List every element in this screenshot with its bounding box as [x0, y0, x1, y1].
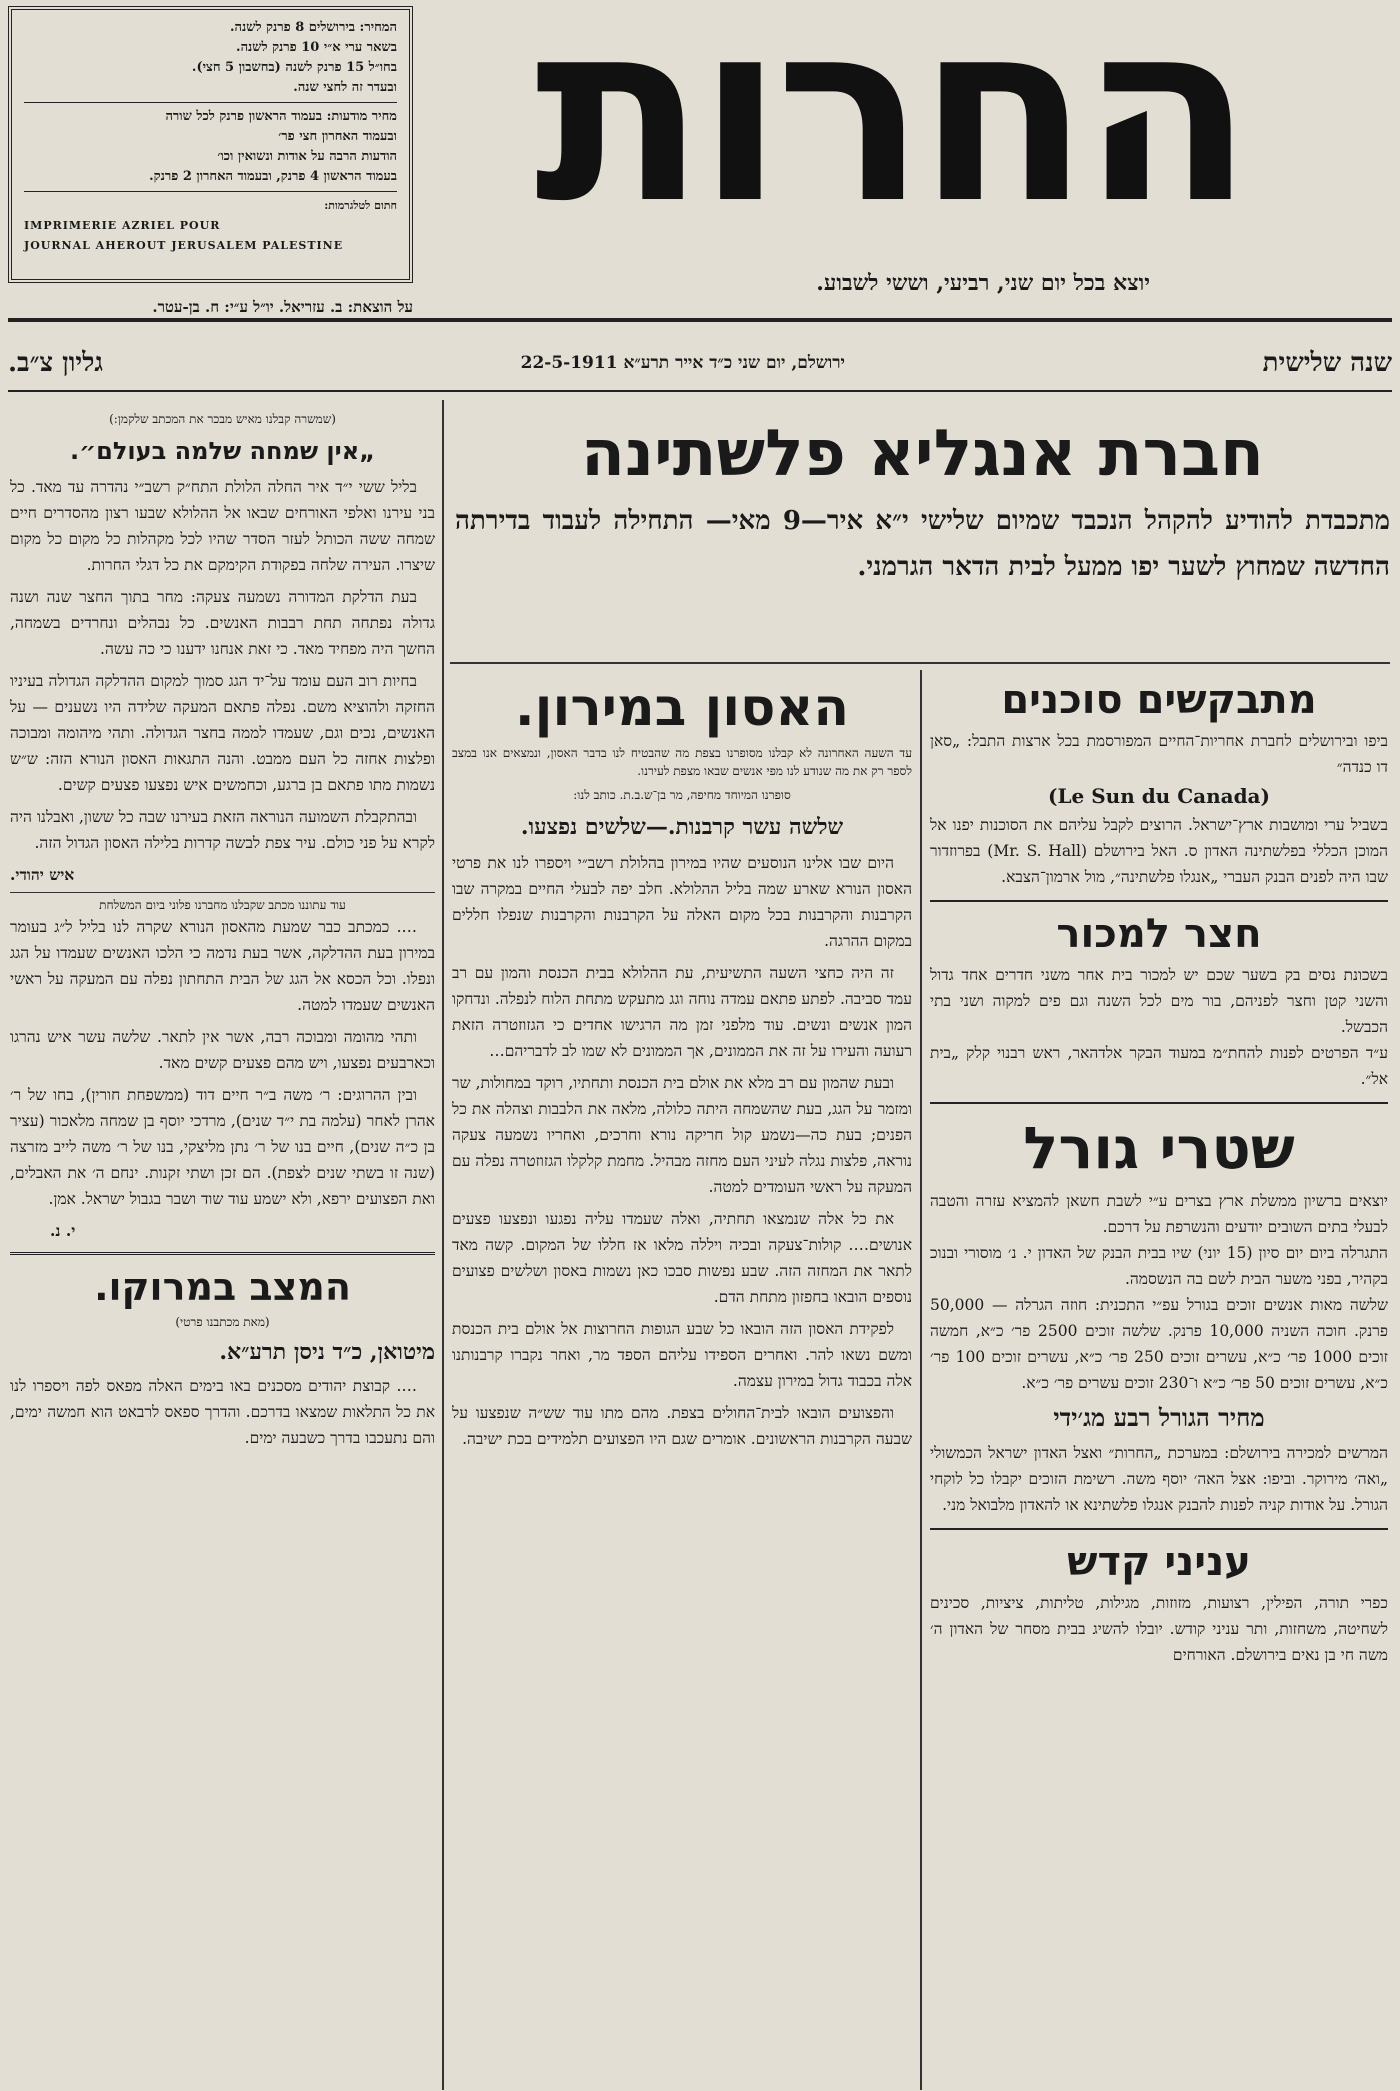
ad-text: בשכונת נסים בק בשער שכם יש למכור בית אחר משני חדרים אחד גדול והשני קטן וחצר לפניהם, בור מים לכל השנה וגם פים למקוה ושני בתי הכבשל. [930, 966, 1388, 1036]
section-divider [450, 662, 1390, 664]
ad-text: התגרלה ביום יום סיון (15 יוני) שיו בבית הבנק של האדון י. נ׳ מוסורי ובנוכ בקהיר, בפני משער הבית לשם בה הנשסמה. [930, 1244, 1388, 1288]
subscription-line: ובעמוד האחרון חצי פר׳ [278, 129, 397, 144]
article-dateline: מיטואן, כ״ד ניסן תרע״א. [219, 1339, 435, 1365]
column-divider [442, 400, 444, 2090]
ad-text: שלשה מאות אנשים זוכים בגורל עפ״י התכנית: חוזה הגרלה — 50,000 פרנק. חוכה השניה 10,000 פרנק. שלשה זוכים 2500 פר׳ כ״א, חמשה זוכים 1000 פר׳ כ״א, עשרים זוכים 250 פר׳ כ״א, עשרים זוכים 100 פר׳ כ״א, עשרים זוכים 50 פר׳ כ״א ו־230 זוכים עשרים פר׳ כ״א. [930, 1296, 1388, 1392]
article-paragraph: היום שבו אלינו הנוסעים שהיו במירון בהלולת רשב״י ויספרו לנו את פרטי האסון הנורא שארע שמה בליל ההלולא. חלב יפה לבעלי החיים במקרה שבו הקרבנות והקרבנות בכל מקום האלה על הקרבנות והקרבנות שנפלו חללים במקום ההרגה. [452, 854, 912, 950]
column-divider [920, 670, 922, 2090]
ad-title: חצר למכור [1056, 911, 1262, 957]
imprint-label: חתום לטלגרמות: [324, 199, 397, 212]
ad-title: חברת אנגליא פלשתינה [580, 417, 1265, 491]
divider [930, 900, 1388, 902]
article-paragraph: בליל ששי י״ד איר החלה הלולת התח״ק רשב״י נהדרה עד מאד. כל בני עירנו ואלפי האורחים שבאו אל ההלולא שבעו רצון מהסדרים חיים שמחה ששה הכותל לעזר הסדר שהיו לכל מקהלות כל מקום כל מקום שיצרו. העירה שלחה בפקודת הקימקם את כל דגלי החרות. [10, 478, 435, 574]
article-subhead: שלשה עשר קרבנות.—שלשים נפצעו. [520, 814, 844, 840]
subscription-line: מחיר מודעות: בעמוד הראשון פרנק לכל שורה [165, 109, 397, 124]
signature: איש יהודי. [10, 865, 75, 884]
subscription-box [8, 6, 413, 283]
initials: י. נ. [50, 1221, 76, 1240]
article-paragraph: והפצועים הובאו לבית־החולים בצפת. מהם מתו עוד שש״ה שנפצעו על שבעה הקרבנות הראשונים. אומרים שגם היו הפצועים תלמידים בכת ישיבה. [452, 1404, 912, 1448]
subscription-line: בחו״ל 15 פרנק לשנה (בחשבון 5 חצי). [191, 60, 397, 75]
subscription-line: המחיר: בירושלים 8 פרנק לשנה. [230, 20, 397, 35]
newspaper-subtitle: יוצא בכל יום שני, רביעי, וששי לשבוע. [816, 270, 1150, 296]
ad-text: ביפו ובירושלים לחברת אחריות־החיים המפורסמת בכל ארצות התבל: „סאן דו כנדה״ [930, 732, 1388, 776]
article-headline: „אין שמחה שלמה בעולם״. [70, 437, 375, 465]
article-paragraph: את כל אלה שנמצאו תחתיה, ואלה שעמדו עליה נפגעו ונפצעו פצעים אנושים…. קולות־צעקה ובכיה ויללה מלאו אז חללו של המקום. קשה מאד לתאר את המחזה הזה. שבע נפשות סבכו כאן נשמות באסון ושלשים פצועים נוספים הובאו בחפזון מתחת הדם. [452, 1210, 912, 1306]
article-headline: האסון במירון. [514, 678, 850, 738]
imprint-latin-1: IMPRIMERIE AZRIEL POUR [24, 219, 221, 232]
left-column [10, 410, 435, 2080]
divider [10, 1252, 435, 1255]
notice: עוד עתוננו מכתב שקבלנו מחברנו פלוני ביום המשלחת [10, 892, 435, 914]
article-paragraph: ותהי מהומה ומבוכה רבה, אשר אין לתאר. שלשה עשר איש נהרגו וכארבעים נפצעו, ויש מהם פצעים קשים מאד. [10, 1028, 435, 1072]
dateline-rule [8, 390, 1392, 392]
imprint-latin-2: JOURNAL AHEROUT JERUSALEM PALESTINE [24, 239, 344, 252]
ad-title: מתבקשים סוכנים [1001, 677, 1317, 723]
subscription-line: בשאר ערי א״י 10 פרנק לשנה. [236, 40, 397, 55]
article-paragraph: זה היה כחצי השעה התשיעית, עת ההלולא בבית הכנסת והמון עם רב עמד סביבה. לפתע פתאם עמדה נוחה וגג מתעקש מתחת הלוח לנפלה. ונדחקו המון אנשים ונשים. עוד מלפני זמן מה הרגישו אחדים כי הגזוזטרה הזאת רעועה והעירו על זה את הממונים, אך הממונים לא שמו לב לדבריהם… [452, 964, 912, 1060]
article-note: (מאת מכתבנו פרטי) [175, 1315, 270, 1329]
divider [24, 102, 397, 103]
subscription-line: ובעדר זה לחצי שנה. [293, 80, 397, 95]
article-paragraph: …. כמכתב כבר שמעת מהאסון הנורא שקרה לנו בליל ל״ג בעומר במירון בעת ההדלקה, אשר בעת נדמה כי הלכו האנשים שעמדו על הגג ונפלו. וכל הכסא אל הגג של הבית התחתון נפלה עם המעקה על ראשי האנשים שעמדו למטה. [10, 918, 435, 1014]
subscription-line: בעמוד הראשון 4 פרנק, ובעמוד האחרון 2 פרנק. [149, 169, 397, 184]
article-paragraph: בחיות רוב העם עומד על־יד הגג סמוך למקום ההדלקה הגדולה בעיניו החזקה ולהוציא משם. נפלה פתאם המעקה שלידה היו נשענים — על האנשים, נכים וגם, שעמדו לממה בחצר הגדולה. ותהי מיהומה ומבוכה ופלצות אחזה כל העם ממבט. והנה התגאות האסון הנורא הזה: ש״ש נשמות מתו פתאם בן ברגע, וכחמשים איש נפצעו פצעים קשים. [10, 672, 435, 794]
editorial-note: עד השעה האחרונה לא קבלנו מסופרנו בצפת מה שהבטיח לנו בדבר האסון, ונמצאים אנו במצב לספר רק את מה שנודע לנו מפי אנשים שבאו מצפת לעירנו. [452, 746, 912, 778]
divider [930, 1102, 1388, 1104]
divider [24, 191, 397, 192]
correspondent-line: סופרנו המיוחד מחיפה, מר בן־ש.ב.ת. כותב לנו: [573, 788, 791, 802]
ad-title: שטרי גורל [1023, 1114, 1295, 1182]
article-paragraph: ובעת שהמון עם רב מלא את אולם בית הכנסת ותחתיו, רוקד במחולות, שר ומזמר על הגג, בעת שהשמחה היתה כלולה, מלאה את הלבבות וצהלה את כל הפנים; בעת כה—נשמע קול חריקה נורא וחרכים, ואחריו נשמעה צעקה נוראה, פלצות נגלה לעיני העם מחזה מבהיל. מחמת קלקלו הגזוזטרה נפלה עם המעקה על ראשי העומדים למטה. [452, 1074, 912, 1196]
article-paragraph: בעת הדלקת המדורה נשמעה צעקה: מחר בתוך החצר שנה ושנה גדולה נפתחה תחת רבבות האנשים. כל נבהלים ונחרדים בשמחה, החשך היה מפחיד מאד. כי זאת אנחנו ידענו כי כה עשה. [10, 588, 435, 658]
ad-text: ע״ד הפרטים לפנות להחת״מ במעוד הבקר אלדהאר, ראש רבנוי קלק „בית אל״. [930, 1044, 1388, 1088]
top-advertisement [455, 410, 1390, 655]
ad-text: יוצאים ברשיון ממשלת ארץ בצרים ע״י לשבת חשאן להמציא עזרה והטבה לבעלי בתים השובים יודעים והנשרפת על דרכם. [930, 1192, 1388, 1236]
masthead-rule [8, 318, 1392, 322]
issue-label: גליון צ״ב. [8, 348, 103, 378]
article-paragraph: ובין ההרוגים: ר׳ משה ב״ר חיים דוד (ממשפחת חורין), בחו של ר׳ אהרן לאחר (עלמה בת י״ד שנים), מרדכי יוסף בן שמחה מלאכור (עציר בן כ״ה שנים), חיים בנו של ר׳ נתן מליצקי, בנו של ר׳ משה לייב מזרצה (שנה זו בשתי שנים לצפת). הם זכן ושתי זקנות. ינחם ה׳ את האבלים, ואת הפצועים ירפא, ולא ישמע עוד שוד ושבר בגבול ישראל. אמן. [10, 1086, 435, 1208]
date-label: ירושלם, יום שני כ״ד אייר תרע״א 22-5-1911 [520, 353, 846, 373]
ad-title: עניני קדש [1067, 1539, 1251, 1585]
middle-column [452, 672, 912, 2082]
year-label: שנה שלישית [1262, 348, 1392, 378]
ad-text: המרשים למכירה בירושלם: במערכת „החרות״ ואצל האדון ישראל הכמשולי „ואה׳ מירוקר. וביפו: אצל האה׳ יוסף משה. רשימת הזוכים יקבלו כל לוקחי הגורל. על אודות קניה לפנות להבנק אנגלו פלשתינא או להאדון מלבואל מני. [930, 1444, 1388, 1514]
article-paragraph: ובהתקבלת השמועה הנוראה הזאת בעירנו שבה כל ששון, ואבלנו היה לקרא על פני כולם. עיר צפת לבשה קדרות בלילה האסון הגדול הזה. [10, 808, 435, 852]
article-paragraph: לפקידת האסון הזה הובאו כל שבע הגופות החרוצות אל אולם בית הכנסת ומשם נשאו להר. ואחרים הספידו עליהם הספד מר, ואחר נקברו קרבנותנו אלה בכבוד גדול במירון עצמה. [452, 1320, 912, 1390]
subscription-line: הודעות הרבה על אודות ונשואין וכו׳ [217, 149, 397, 164]
ad-text: מתכבדת להודיע להקהל הנכבד שמיום שלישי י״א איר—9 מאי— התחילה לעבוד בדירתה החדשה שמחוץ לשער יפו ממעל לבית הדאר הגרמני. [455, 506, 1390, 582]
dateline [8, 340, 1392, 386]
ad-latin-name: (Le Sun du Canada) [1048, 784, 1270, 808]
article-paragraph: …. קבוצת יהודים מסכנים באו בימים האלה מפאס לפה ויספרו לנו את כל התלאות שמצאו בדרכם. והדרך ספאס לרבאט הוא חמשה ימים, והם נתעכבו בדרך כשבעה ימים. [10, 1377, 435, 1447]
notice: (שמשרה קבלנו מאיש מבכר את המכתב שלקמן:) [109, 412, 336, 426]
ad-text: בשביל ערי ומושבות ארץ־ישראל. הרוצים לקבל עליהם את הסוכנות יפנו אל המוכן הכללי בפלשתינה האדון ס. האל בירושלם (Mr. S. Hall) בפרוזדור שבו היה לפנים הבנק העברי „אנגלו פלשתינה״, מול ארמון־הצבא. [930, 816, 1388, 886]
right-column [930, 672, 1388, 2082]
newspaper-title: החרות [534, 0, 1246, 258]
ad-price: מחיר הגורל רבע מג׳ידי [1053, 1403, 1265, 1432]
ad-text: כפרי תורה, הפילין, רצועות, מזוזות, מגילות, טליתות, ציציות, סכינים לשחיטה, משחזות, ותר עניני קודש. יובלו להשיג בבית מסחר של האדון ה׳ משה חי בן נאים בירושלם. האורחים [930, 1594, 1388, 1664]
editors-line: על הוצאת: ב. עזריאל. יו״ל ע״י: ח. בן-עטר. [152, 298, 413, 316]
article-headline: המצב במרוקו. [94, 1265, 351, 1309]
divider [930, 1528, 1388, 1530]
